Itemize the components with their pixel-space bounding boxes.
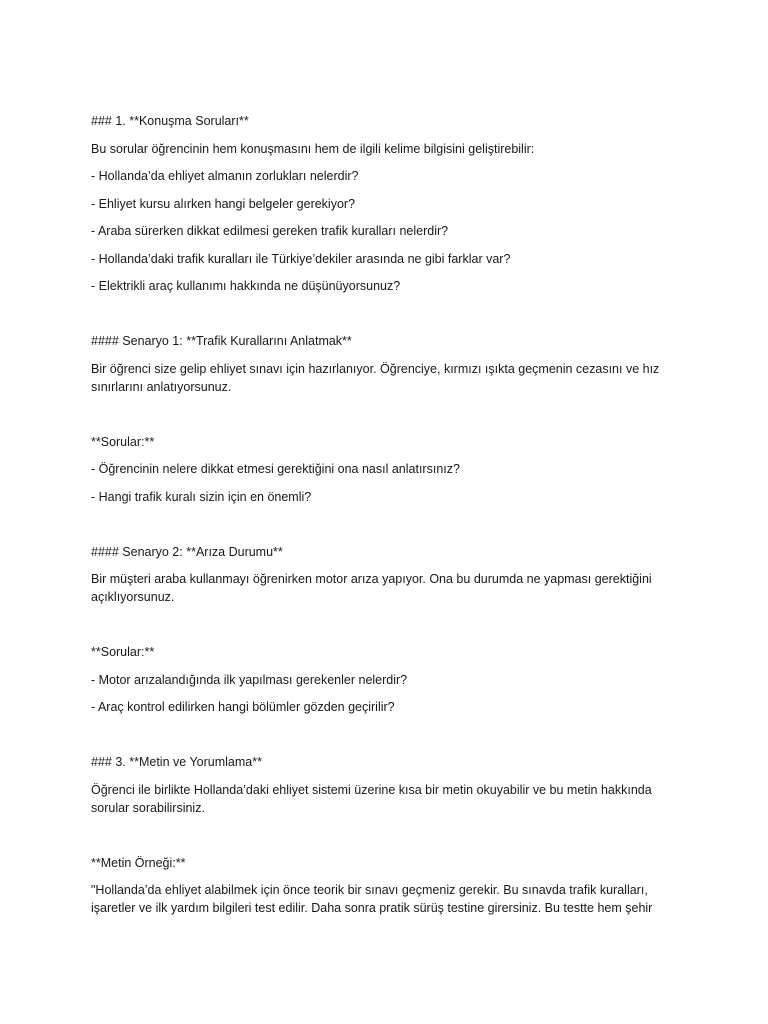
list-item: - Ehliyet kursu alırken hangi belgeler gerekiyor? [91,196,356,211]
scenario1-heading: #### Senaryo 1: **Trafik Kurallarını Anlatmak** [91,334,352,348]
list-item: - Motor arızalandığında ilk yapılması gerekenler nelerdir? [91,672,408,687]
list-item: - Hollanda’da ehliyet almanın zorlukları nelerdir? [91,169,359,183]
list-item: - Araç kontrol edilirken hangi bölümler gözden geçirilir? [91,700,395,714]
section3-heading: ### 3. **Metin ve Yorumlama** [91,755,262,769]
list-item: - Araba sürerken dikkat edilmesi gereken trafik kuralları nelerdir? [91,224,449,238]
example-text: "Hollanda’da ehliyet alabilmek için önce teorik bir sınavı geçmeniz gerekir. Bu sınavda trafik kuralları, işaretler ve ilk yardım bilgileri test edilir. Daha sonra pratik sürüş testine girersiniz. Bu testte hem şehir [91,883,653,915]
document-page [91,112,681,917]
section1-intro: Bu sorular öğrencinin hem konuşmasını hem de ilgili kelime bilgisini geliştirebilir: [91,141,535,156]
scenario2-questions-label: **Sorular:** [91,645,155,659]
scenario1-questions-label: **Sorular:** [91,434,155,449]
list-item: - Hangi trafik kuralı sizin için en önemli? [91,489,312,504]
section1-heading: ### 1. **Konuşma Soruları** [91,114,249,128]
example-label: **Metin Örneği:** [91,855,186,870]
scenario2-body: Bir müşteri araba kullanmayı öğrenirken motor arıza yapıyor. Ona bu durumda ne yapması gerektiğini açıklıyorsunuz. [91,572,652,604]
scenario2-heading: #### Senaryo 2: **Arıza Durumu** [91,544,283,559]
scenario1-body: Bir öğrenci size gelip ehliyet sınavı için hazırlanıyor. Öğrenciye, kırmızı ışıkta geçmenin cezasını ve hız sınırlarını anlatıyorsunuz. [91,361,660,394]
list-item: - Hollanda’daki trafik kuralları ile Türkiye’dekiler arasında ne gibi farklar var? [91,251,511,266]
list-item: - Elektrikli araç kullanımı hakkında ne düşünüyorsunuz? [91,279,401,293]
list-item: - Öğrencinin nelere dikkat etmesi gerektiğini ona nasıl anlatırsınız? [91,462,460,476]
section3-intro: Öğrenci ile birlikte Hollanda’daki ehliyet sistemi üzerine kısa bir metin okuyabilir ve bu metin hakkında sorular sorabilirsiniz. [91,782,652,815]
